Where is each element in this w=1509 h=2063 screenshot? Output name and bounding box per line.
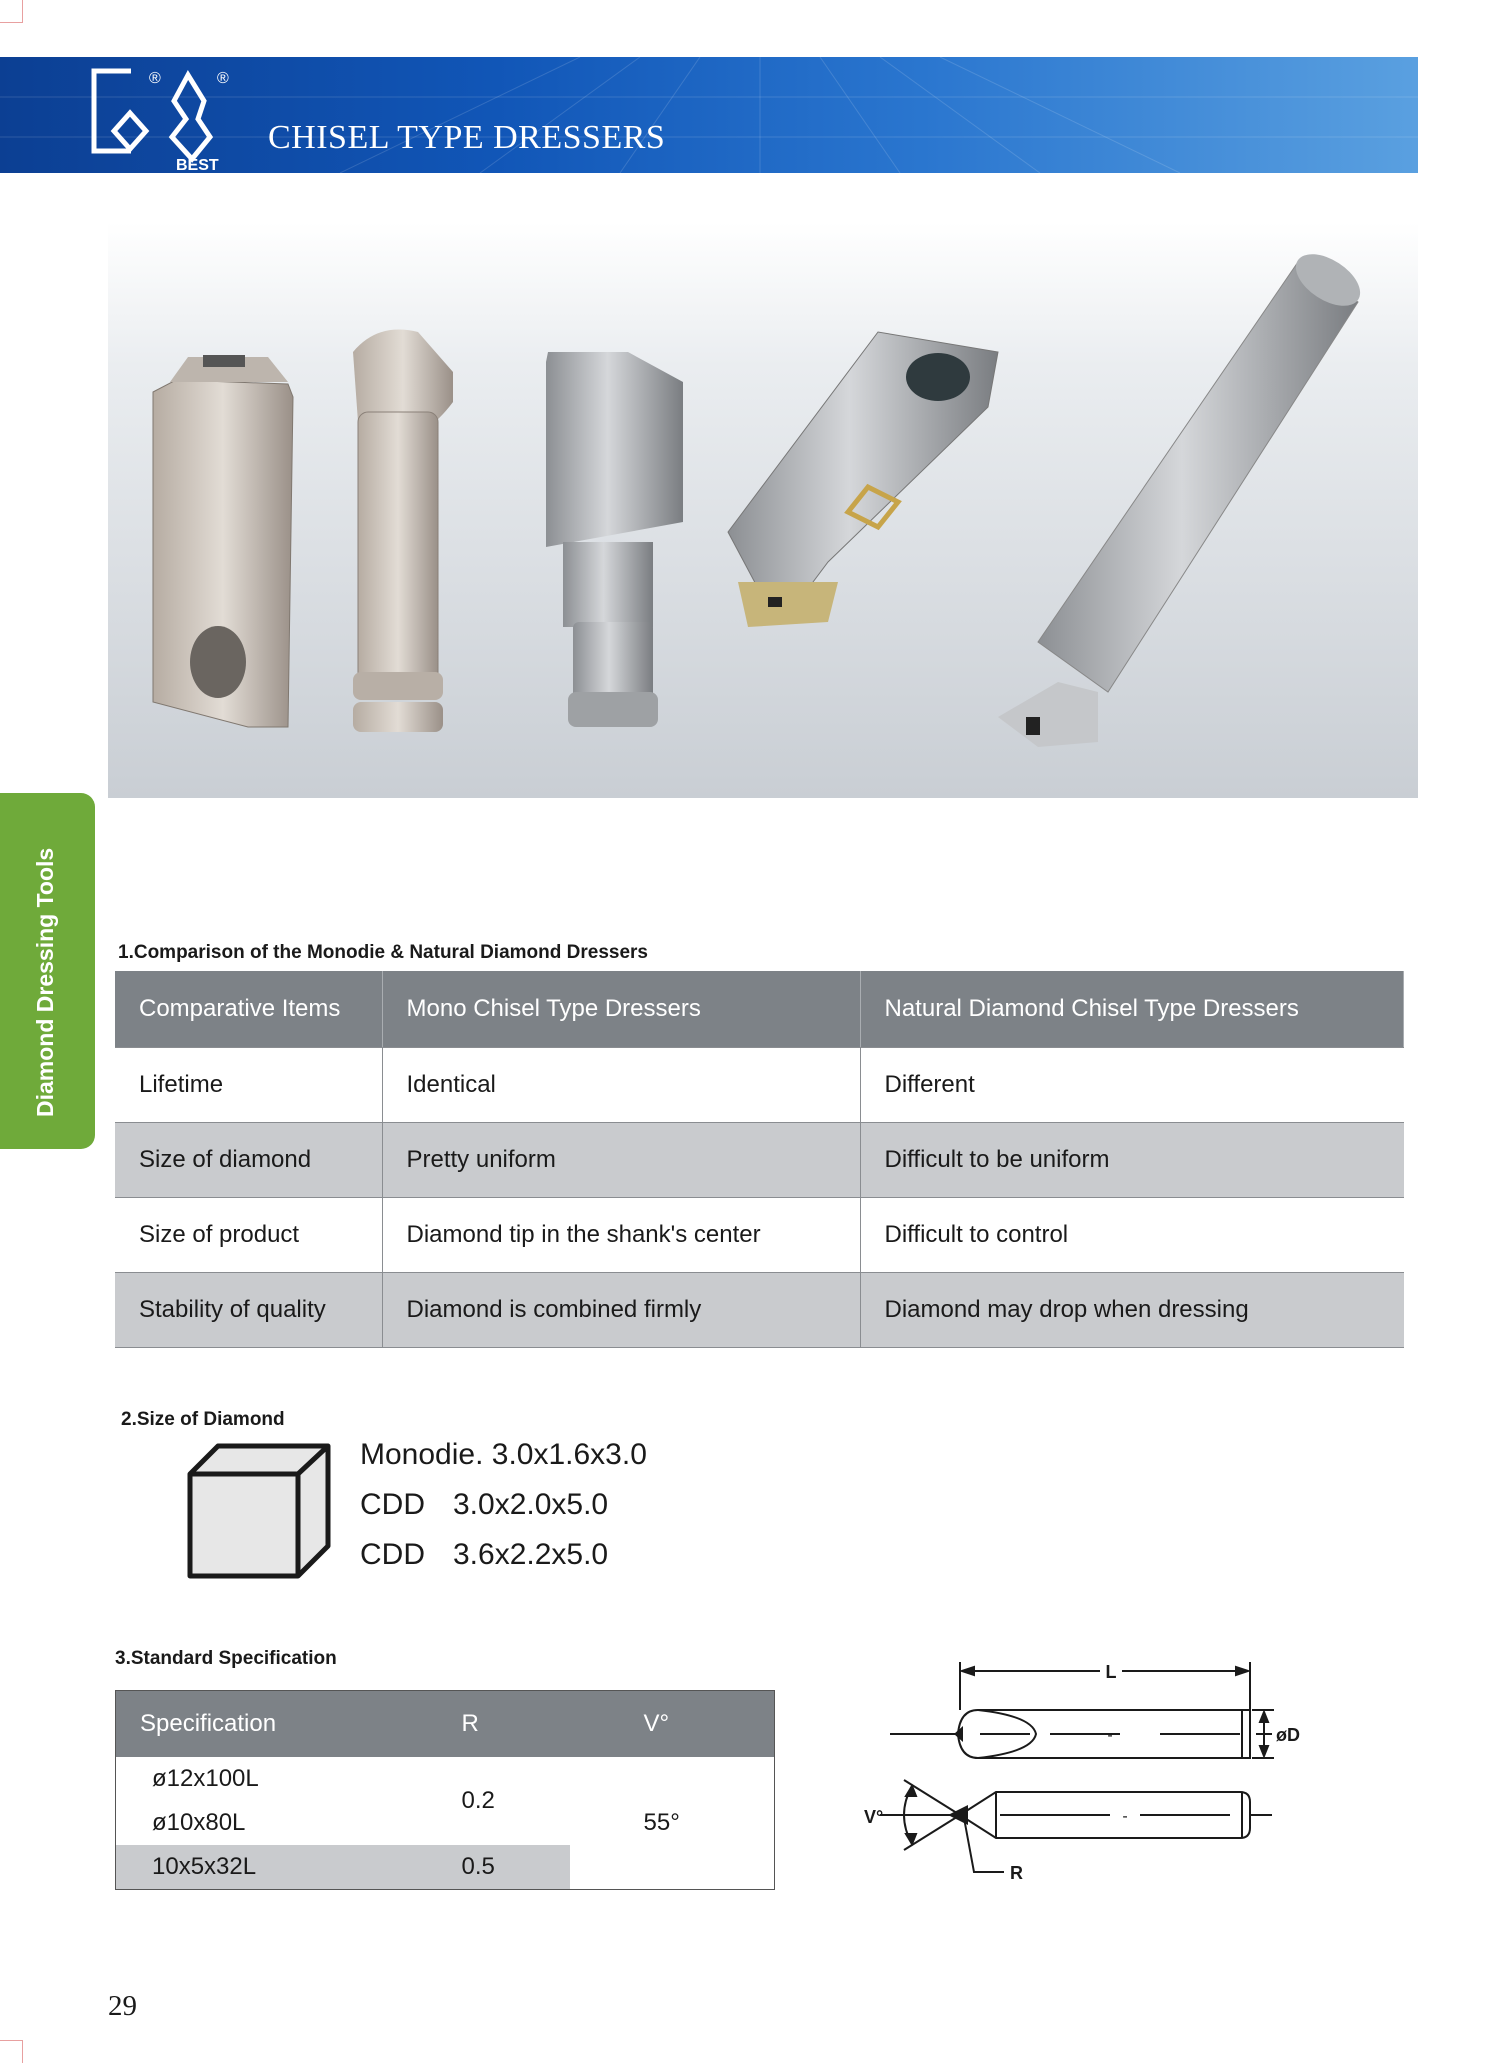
table-header-row bbox=[115, 971, 1404, 1048]
tool-3 bbox=[546, 352, 683, 727]
size-value: 3.6x2.2x5.0 bbox=[453, 1538, 609, 1571]
table-header-cell: Natural Diamond Chisel Type Dressers bbox=[860, 971, 1404, 1048]
table-header-cell: Specification bbox=[116, 1691, 436, 1758]
center-mark: - bbox=[1122, 1808, 1128, 1825]
table-header-cell: Comparative Items bbox=[115, 971, 382, 1048]
table-header-row bbox=[116, 1691, 775, 1758]
diagram-label-d: øD bbox=[1276, 1725, 1300, 1745]
table-cell: Diamond tip in the shank's center bbox=[382, 1198, 860, 1273]
diagram-label-l: L bbox=[1105, 1662, 1117, 1682]
logo-text: BEST bbox=[176, 157, 219, 171]
table-row bbox=[115, 1273, 1404, 1348]
table-cell: ø12x100L bbox=[152, 1765, 259, 1792]
diamond-size-title: 2.Size of Diamond bbox=[121, 1409, 285, 1430]
table-cell: Different bbox=[860, 1048, 1404, 1123]
size-value: 3.0x2.0x5.0 bbox=[453, 1488, 609, 1521]
spec-table bbox=[115, 1690, 775, 1890]
side-tab bbox=[0, 793, 95, 1149]
dimension-diagram bbox=[860, 1650, 1320, 1910]
header-banner bbox=[0, 57, 1418, 173]
table-row bbox=[116, 1757, 775, 1801]
table-header-cell: Mono Chisel Type Dressers bbox=[382, 971, 860, 1048]
crop-mark bbox=[0, 0, 23, 23]
spec-title: 3.Standard Specification bbox=[115, 1648, 337, 1669]
diagram-label-r: R bbox=[1010, 1863, 1023, 1883]
table-cell: Lifetime bbox=[115, 1048, 382, 1123]
r-value: 0.5 bbox=[436, 1845, 570, 1890]
page-number: 29 bbox=[108, 1990, 137, 2022]
diamond-size-list bbox=[360, 1430, 647, 1580]
list-item bbox=[360, 1530, 647, 1580]
diamond-cube-icon bbox=[186, 1440, 334, 1580]
table-cell: ø10x80L bbox=[152, 1809, 246, 1836]
table-row bbox=[115, 1048, 1404, 1123]
comparison-table bbox=[115, 971, 1404, 1348]
list-item bbox=[360, 1480, 647, 1530]
size-value: 3.0x1.6x3.0 bbox=[491, 1438, 647, 1471]
list-item bbox=[360, 1430, 647, 1480]
section-title: CHISEL TYPE DRESSERS bbox=[268, 119, 666, 156]
side-tab-label: Diamond Dressing Tools bbox=[32, 847, 58, 1117]
table-cell: Stability of quality bbox=[115, 1273, 382, 1348]
table-cell: Identical bbox=[382, 1048, 860, 1123]
r-value: 0.2 bbox=[461, 1787, 495, 1814]
table-header-cell: V° bbox=[570, 1691, 775, 1758]
crop-mark bbox=[0, 2040, 23, 2063]
table-cell: Size of diamond bbox=[115, 1123, 382, 1198]
table-cell: Pretty uniform bbox=[382, 1123, 860, 1198]
tool-2 bbox=[353, 330, 453, 733]
product-photo bbox=[108, 222, 1418, 798]
tool-4 bbox=[728, 332, 998, 627]
table-cell: Diamond may drop when dressing bbox=[860, 1273, 1404, 1348]
brand-logo bbox=[86, 63, 246, 173]
size-label: CDD bbox=[360, 1488, 425, 1521]
table-header-cell: R bbox=[436, 1691, 570, 1758]
v-value: 55° bbox=[643, 1809, 680, 1836]
size-label: CDD bbox=[360, 1538, 425, 1571]
table-cell: Difficult to be uniform bbox=[860, 1123, 1404, 1198]
registered-mark: ® bbox=[149, 70, 161, 87]
table-cell: Size of product bbox=[115, 1198, 382, 1273]
table-row bbox=[115, 1123, 1404, 1198]
comparison-title: 1.Comparison of the Monodie & Natural Diamond Dressers bbox=[118, 942, 648, 963]
size-label: Monodie. bbox=[360, 1438, 484, 1471]
table-cell: Diamond is combined firmly bbox=[382, 1273, 860, 1348]
registered-mark: ® bbox=[217, 70, 229, 87]
center-mark: - bbox=[1107, 1727, 1113, 1744]
diagram-label-v: V° bbox=[864, 1807, 884, 1827]
table-cell: 10x5x32L bbox=[116, 1845, 436, 1890]
table-row bbox=[115, 1198, 1404, 1273]
table-cell: Difficult to control bbox=[860, 1198, 1404, 1273]
tool-5 bbox=[998, 244, 1369, 747]
tool-1 bbox=[153, 355, 293, 727]
